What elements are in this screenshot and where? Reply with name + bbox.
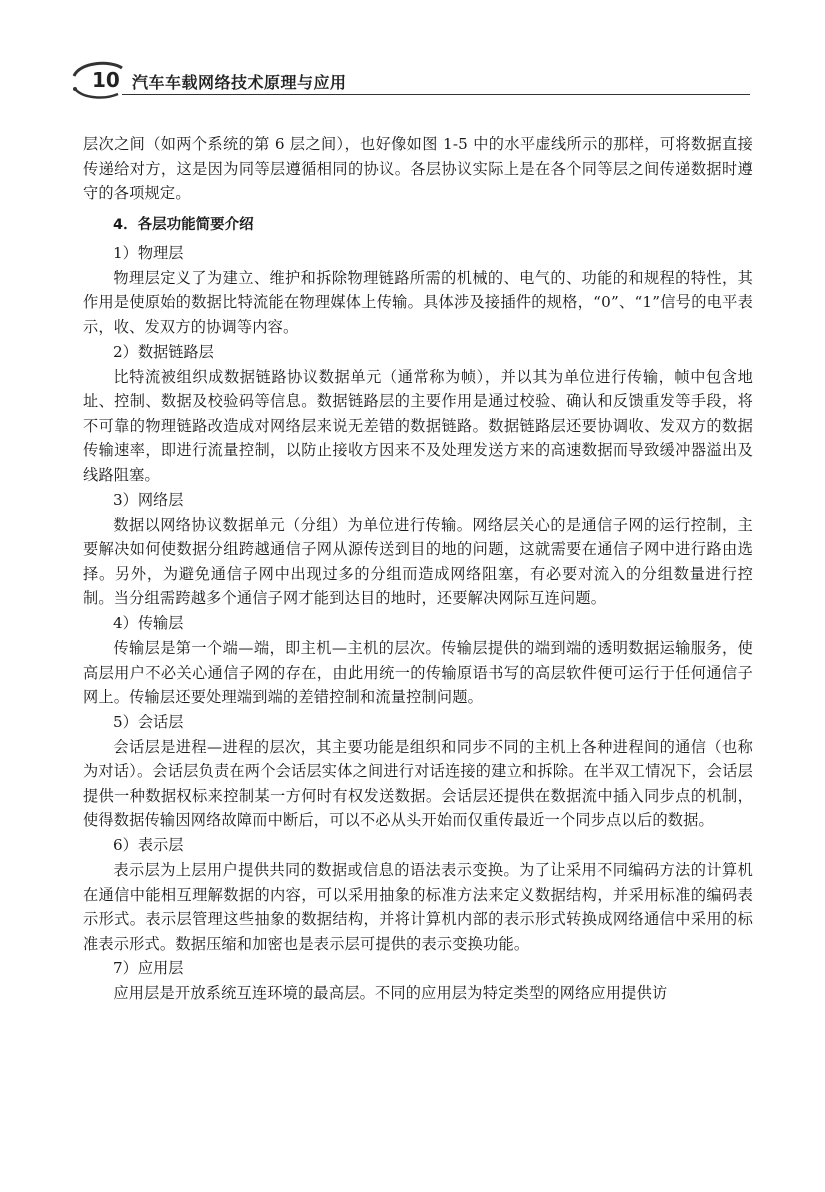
intro-paragraph: 层次之间（如两个系统的第 6 层之间），也好像如图 1-5 中的水平虚线所示的那样，可将数据直接传递给对方，这是因为同等层遵循相同的协议。各层协议实际上是在各个同等层之间传递数据时遵守的各项规定。	[83, 135, 753, 203]
layer-heading-transport: 4）传输层	[113, 613, 184, 632]
book-title: 汽车车载网络技术原理与应用	[132, 73, 347, 92]
layer-heading-presentation: 6）表示层	[113, 836, 184, 855]
page-number: 10	[92, 68, 120, 92]
layer-text-session: 会话层是进程—进程的层次，其主要功能是组织和同步不同的主机上各种进程间的通信（也称为对话）。会话层负责在两个会话层实体之间进行对话连接的建立和拆除。在半双工情况下，会话层提供一种数据权标来控制某一方何时有权发送数据。会话层还提供在数据流中插入同步点的机制，使得数据传输因网络故障而中断后，可以不必从头开始而仅重传最近一个同步点以后的数据。	[83, 737, 753, 830]
layer-heading-application: 7）应用层	[113, 959, 184, 978]
page-header	[70, 58, 750, 100]
layer-heading-data-link: 2）数据链路层	[113, 342, 214, 361]
section-title: 4．各层功能简要介绍	[113, 216, 254, 233]
layer-heading-network: 3）网络层	[113, 490, 184, 509]
layer-text-data-link: 比特流被组织成数据链路协议数据单元（通常称为帧），并以其为单位进行传输，帧中包含地址、控制、数据及校验码等信息。数据链路层的主要作用是通过校验、确认和反馈重发等手段，将不可靠的物理链路改造成对网络层来说无差错的数据链路。数据链路层还要协调收、发双方的数据传输速率，即进行流量控制，以防止接收方因来不及处理发送方来的高速数据而导致缓冲器溢出及线路阻塞。	[83, 367, 753, 484]
page-content	[83, 132, 753, 1006]
layer-heading-session: 5）会话层	[113, 712, 184, 731]
layer-text-network: 数据以网络协议数据单元（分组）为单位进行传输。网络层关心的是通信子网的运行控制，主要解决如何使数据分组跨越通信子网从源传送到目的地的问题，这就需要在通信子网中进行路由选择。另外，为避免通信子网中出现过多的分组而造成网络阻塞，有必要对流入的分组数量进行控制。当分组需跨越多个通信子网才能到达目的地时，还要解决网际互连问题。	[83, 515, 753, 608]
layer-text-transport: 传输层是第一个端—端，即主机—主机的层次。传输层提供的端到端的透明数据运输服务，使高层用户不必关心通信子网的存在，由此用统一的传输原语书写的高层软件便可运行于任何通信子网上。传输层还要处理端到端的差错控制和流量控制问题。	[83, 638, 753, 707]
layer-heading-physical: 1）物理层	[113, 243, 184, 262]
layer-text-presentation: 表示层为上层用户提供共同的数据或信息的语法表示变换。为了让采用不同编码方法的计算机在通信中能相互理解数据的内容，可以采用抽象的标准方法来定义数据结构，并采用标准的编码表示形式。表示层管理这些抽象的数据结构，并将计算机内部的表示形式转换成网络通信中采用的标准表示形式。数据压缩和加密也是表示层可提供的表示变换功能。	[83, 861, 753, 953]
layer-text-physical: 物理层定义了为建立、维护和拆除物理链路所需的机械的、电气的、功能的和规程的特性，其作用是使原始的数据比特流能在物理媒体上传输。具体涉及接插件的规格，“0”、“1”信号的电平表示，收、发双方的协调等内容。	[83, 268, 753, 336]
header-rule	[122, 94, 750, 95]
layer-text-application: 应用层是开放系统互连环境的最高层。不同的应用层为特定类型的网络应用提供访	[113, 984, 668, 1003]
